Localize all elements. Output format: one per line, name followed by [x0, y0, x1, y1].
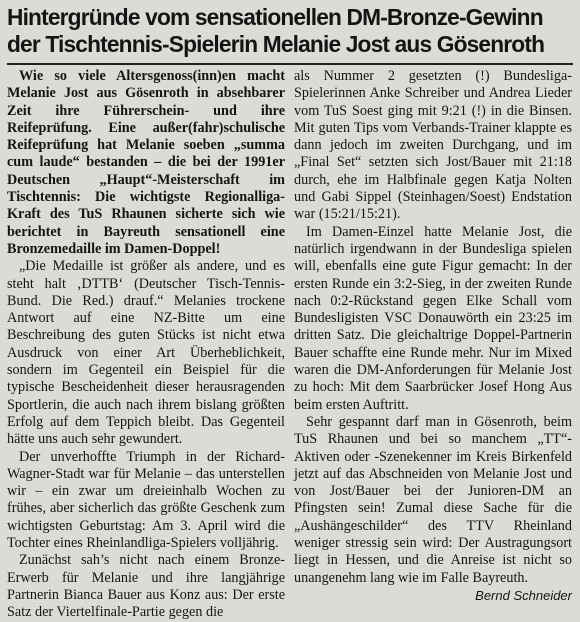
paragraph-singles: Im Damen-Einzel hatte Melanie Jost, die natürlich irgendwann in der Bundesliga spielen will, ebenfalls eine gute Figur gemacht: In der ersten Runde ein 3:2-Sieg, in der zweiten Runde nach 0:2-Rückstand gegen Elke Schall vom Bundesligisten VSC Donauwörth ein 23:25 im dritten Satz. Die gleichaltrige Doppel-Partnerin Bauer schaffte eine Runde mehr. Nur im Mixed waren die DM-Anforderungen für Melanie Jost zu hoch: Mit dem Saarbrücker Josef Hong Aus beim ersten Auftritt. [294, 223, 572, 413]
paragraph-birthday: Der unverhoffte Triumph in der Richard-Wagner-Stadt war für Melanie – das unterstellen wir – ein zwar um dreieinhalb Wochen zu frühes, aber sicherlich das größte Geschenk zum wichtigsten Geburtstag: Am 3. April wird die Tochter eines Rheinlandliga-Spielers volljährig. [7, 448, 285, 552]
paragraph-outlook: Sehr gespannt darf man in Gösenroth, beim TuS Rhaunen und bei so manchem „TT“-Aktiven oder -Szenekenner im Kreis Birkenfeld jetzt auf das Abschneiden von Melanie Jost und von Jost/Bauer bei der Junioren-DM an Pfingsten sein! Zumal diese Sache für die „Aushängeschilder“ des TTV Rheinland weniger stressig sein wird: Der Austragungsort liegt in Hessen, und die Anreise ist nicht so unangenehm lang wie im Falle Bayreuth. [294, 413, 572, 586]
headline-line-2: der Tischtennis-Spielerin Melanie Jost aus Gösenroth [7, 31, 545, 57]
headline-line-1: Hintergründe vom sensationellen DM-Bronze-Gewinn [7, 4, 543, 30]
column-left [7, 68, 285, 622]
paragraph-quarterfinal-continued: als Nummer 2 gesetzten (!) Bundesliga-Spielerinnen Anke Schreiber und Andrea Lieder vom TuS Soest ging mit 9:21 (!) in die Binsen. Mit guten Tips vom Verbands-Trainer klappte es dann jedoch im zweiten Durchgang, und im „Final Set“ setzten sich Jost/Bauer mit 21:18 durch, ehe im Halbfinale gegen Katja Nolten und Gabi Sippel (Steinhagen/Soest) Endstation war (15:21/15:21). [294, 68, 572, 223]
byline-row [294, 587, 572, 604]
lead-paragraph: Wie so viele Altersgenoss(inn)en macht Melanie Jost aus Gösenroth in absehbarer Zeit ihre Führerschein- und ihre Reifeprüfung. Eine außer(fahr)schulische Reifeprüfung hat Melanie soeben „summa cum laude“ bestanden – die bei der 1991er Deutschen „Haupt“-Meisterschaft im Tischtennis: Die wichtigste Regionalliga-Kraft des TuS Rhaunen sicherte sich wie berichtet in Bayreuth sensationell eine Bronzemedaille im Damen-Doppel! [7, 68, 285, 257]
paragraph-quarterfinal: Zunächst sah’s nicht nach einem Bronze-Erwerb für Melanie und ihre langjährige Partnerin Bianca Bauer aus Konz aus: Der erste Satz der Viertelfinale-Partie gegen die [7, 552, 285, 621]
column-right [294, 68, 572, 622]
author-byline: Bernd Schneider [475, 587, 572, 603]
paragraph-medal-quote: „Die Medaille ist größer als andere, und es steht halt ‚DTTB‘ (Deutscher Tisch-Tennis-Bund. Die Red.) drauf.“ Melanies trockene Antwort auf eine NZ-Bitte um eine Beschreibung des guten Stücks ist nicht etwa Ausdruck von einer Art Überheblichkeit, sondern im Gegenteil ein Beispiel für die typische Bescheidenheit dieser herausragenden Sportlerin, die auch nach ihrem bislang größten Erfolg auf dem Teppich bleibt. Das Gegenteil hätte uns auch sehr gewundert. [7, 258, 285, 448]
headline-rule [7, 63, 573, 65]
article-body [7, 68, 573, 622]
